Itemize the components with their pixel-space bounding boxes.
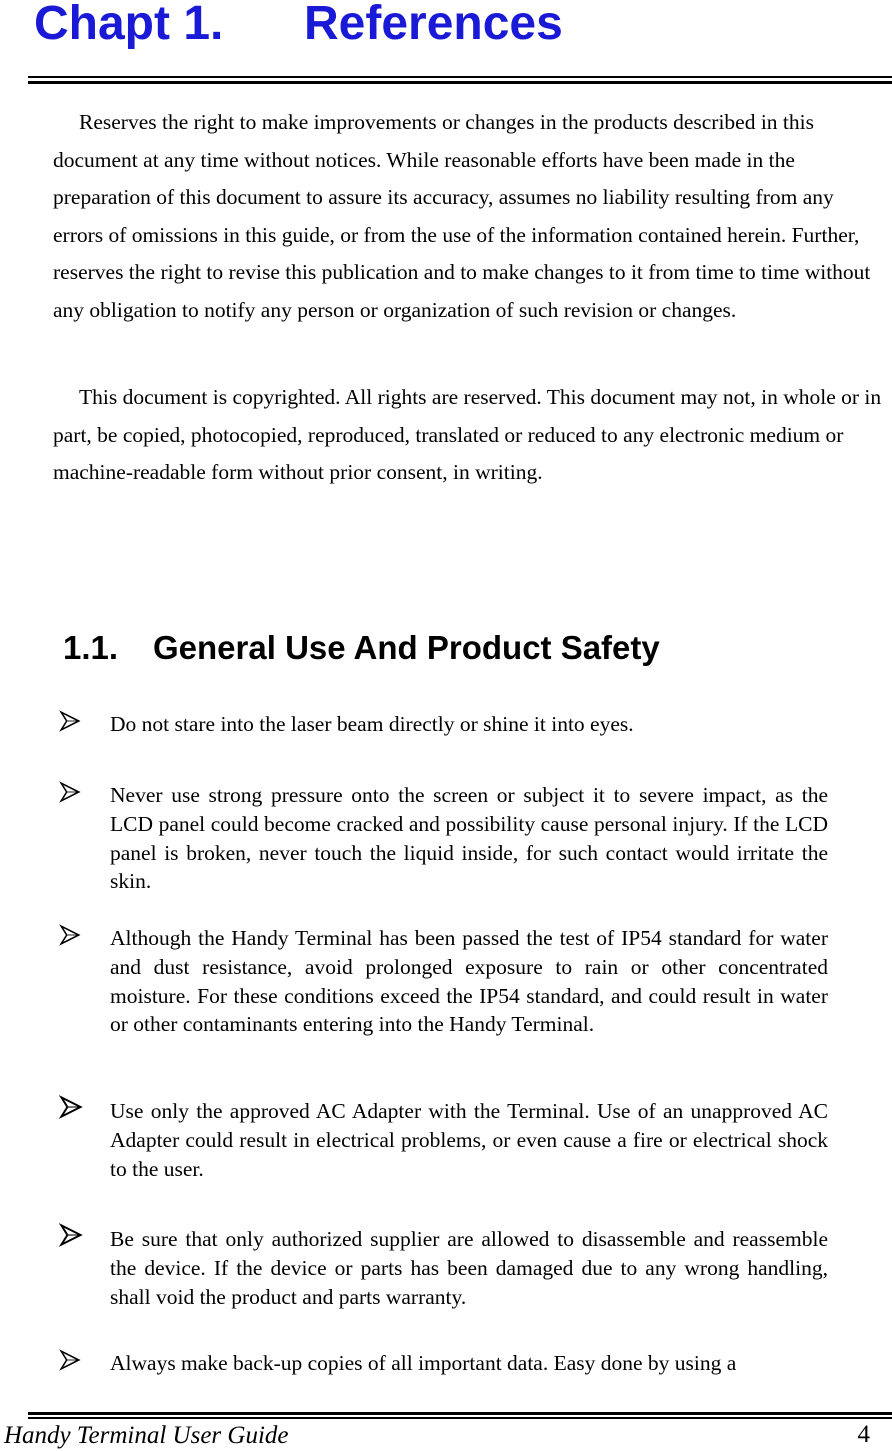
- copyright-paragraph: This document is copyrighted. All rights are reserved. This document may not, in whole or in part, be copied, photocopied, reproduced, translated or reduced to any electronic medium or machine-readable form without prior consent, in writing.: [53, 385, 882, 484]
- chapter-title: [34, 0, 563, 54]
- list-item-text: Use only the approved AC Adapter with the Terminal. Use of an unapproved AC Adapter could result in electrical problems, or even cause a fire or electrical shock to the user.: [110, 1099, 828, 1181]
- chapter-title-text: References: [304, 0, 563, 50]
- page-number: 4: [857, 1421, 870, 1448]
- section-number: 1.1.: [63, 629, 119, 666]
- disclaimer-paragraph: Reserves the right to make improvements or changes in the products described in this document at any time without notices. While reasonable efforts have been made in the preparation of this document to assure its accuracy, assumes no liability resulting from any errors of omissions in this guide, or from the use of the information contained herein. Further, reserves the right to revise this publication and to make changes to it from time to time without any obligation to notify any person or organization of such revision or changes.: [53, 110, 871, 322]
- header-double-rule: [28, 76, 892, 84]
- arrowhead-bullet-icon: [59, 1349, 81, 1371]
- arrowhead-bullet-icon: [59, 781, 81, 803]
- footer-document-title: Handy Terminal User Guide: [4, 1422, 289, 1449]
- list-item-text: Always make back-up copies of all important data. Easy done by using a: [110, 1351, 737, 1375]
- arrowhead-bullet-icon: [59, 1223, 83, 1247]
- list-item-text: Never use strong pressure onto the screen or subject it to severe impact, as the LCD panel could become cracked and possibility cause personal injury. If the LCD panel is broken, never touch the liquid inside, for such contact would irritate the skin.: [110, 783, 828, 894]
- arrowhead-bullet-icon: [59, 1095, 83, 1119]
- chapter-number: Chapt 1.: [34, 0, 224, 50]
- list-item-text: Be sure that only authorized supplier are allowed to disassemble and reassemble the device. If the device or parts has been damaged due to any wrong handling, shall void the product and parts warranty.: [110, 1227, 828, 1309]
- arrowhead-bullet-icon: [59, 924, 81, 946]
- arrowhead-bullet-icon: [59, 710, 81, 732]
- section-title: [63, 626, 660, 670]
- list-item-text: Do not stare into the laser beam directly or shine it into eyes.: [110, 712, 634, 736]
- section-title-text: General Use And Product Safety: [153, 629, 660, 666]
- footer-double-rule: [28, 1412, 892, 1419]
- list-item-text: Although the Handy Terminal has been passed the test of IP54 standard for water and dust resistance, avoid prolonged exposure to rain or other concentrated moisture. For these conditions exceed the IP54 standard, and could result in water or other contaminants entering into the Handy Terminal.: [110, 926, 828, 1037]
